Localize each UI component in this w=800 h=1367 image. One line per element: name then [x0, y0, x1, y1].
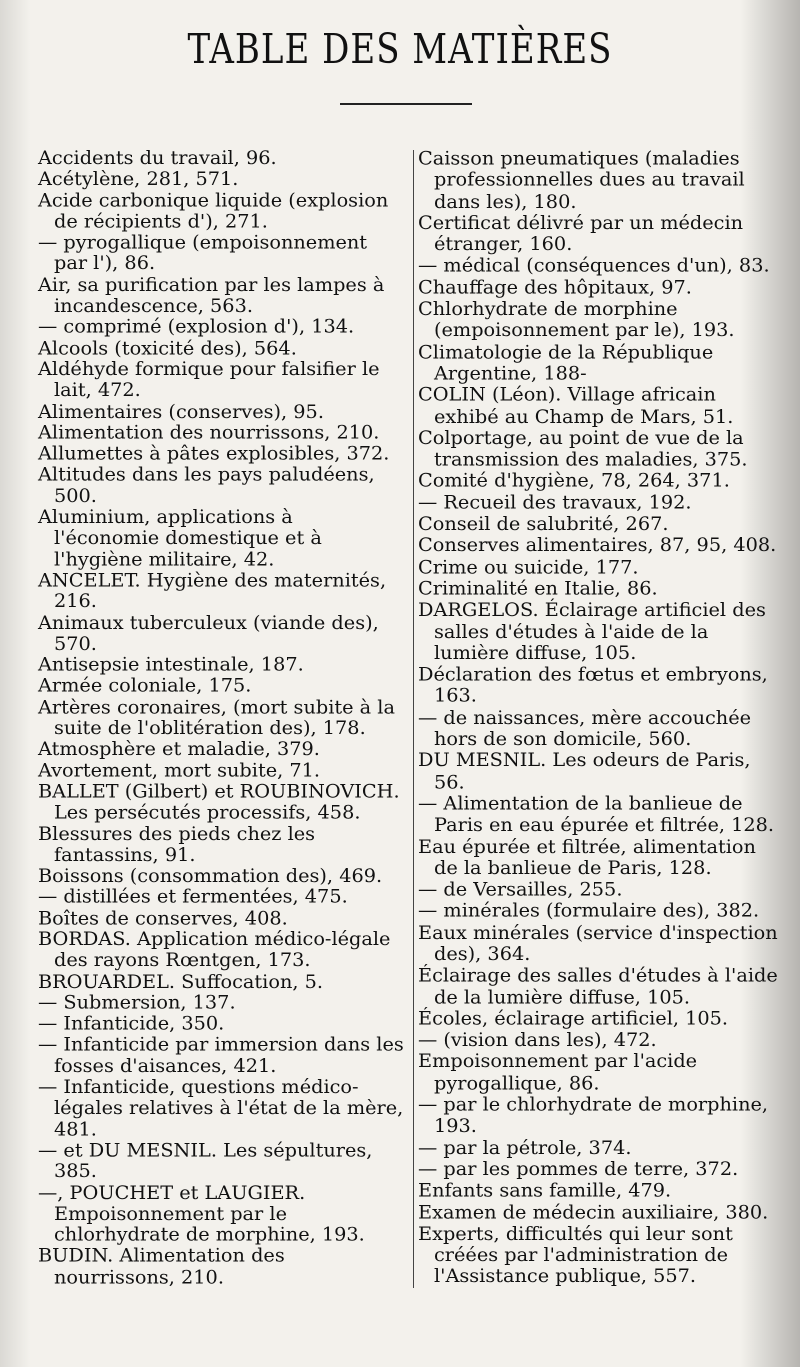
index-entry: Boîtes de conserves, 408. — [38, 907, 288, 929]
index-entry: Altitudes dans les pays paludéens, 500. — [38, 463, 375, 507]
index-entry: — (vision dans les), 472. — [418, 1028, 657, 1051]
index-entry: Alimentation des nourrissons, 210. — [38, 421, 380, 444]
index-entry: Colportage, au point de vue de la transmission des maladies, 375. — [418, 426, 748, 471]
index-entry: Climatologie de la République Argentine, 188- — [418, 340, 714, 385]
index-entry: Accidents du travail, 96. — [38, 147, 277, 169]
index-entry: Enfants sans famille, 479. — [418, 1179, 672, 1202]
page-title: TABLE DES MATIÈRES — [187, 26, 613, 74]
index-entry: — Alimentation de la banlieue de Paris en eau épurée et filtrée, 128. — [418, 792, 775, 836]
index-entry: Éclairage des salles d'études à l'aide de la lumière diffuse, 105. — [418, 964, 778, 1008]
index-entry: —, POUCHET et LAUGIER. Empoisonnement par le chlorhydrate de morphine, 193. — [38, 1181, 365, 1246]
index-entry: BUDIN. Alimentation des nourrissons, 210. — [38, 1244, 285, 1288]
index-entry: Alcools (toxicité des), 564. — [38, 337, 297, 359]
index-entry: — minérales (formulaire des), 382. — [418, 899, 760, 922]
index-entry: DU MESNIL. Les odeurs de Paris, 56. — [418, 749, 751, 793]
index-entry: Blessures des pieds chez les fantassins, 91. — [38, 822, 316, 866]
index-entry: Artères coronaires, (mort subite à la suite de l'oblitération des), 178. — [38, 695, 395, 739]
index-entry: Examen de médecin auxiliaire, 380. — [418, 1200, 769, 1223]
index-entry: Acétylène, 281, 571. — [38, 168, 239, 190]
index-entry: Caisson pneumatiques (maladies professionnelles dues au travail dans les), 180. — [418, 147, 745, 213]
index-entry: Aldéhyde formique pour falsifier le lait, 472. — [38, 358, 380, 402]
index-entry: Boissons (consommation des), 469. — [38, 864, 383, 887]
index-entry: Crime ou suicide, 177. — [418, 555, 639, 578]
index-entry: Acide carbonique liquide (explosion de récipients d'), 271. — [38, 189, 389, 233]
index-entry: Empoisonnement par l'acide pyrogallique, 86. — [418, 1050, 698, 1094]
index-entry: Eau épurée et filtrée, alimentation de la banlieue de Paris, 128. — [418, 835, 756, 879]
index-entry: Chauffage des hôpitaux, 97. — [418, 276, 692, 299]
index-entry: Chlorhydrate de morphine (empoisonnement par le), 193. — [418, 297, 735, 342]
index-entry: BALLET (Gilbert) et ROUBINOVICH. Les persécutés processifs, 458. — [38, 780, 400, 824]
index-entry: — par la pétrole, 374. — [418, 1136, 632, 1159]
index-entry: — pyrogallique (empoisonnement par l'), 86. — [38, 231, 368, 275]
index-entry: COLIN (Léon). Village africain exhibé au Champ de Mars, 51. — [418, 383, 734, 428]
index-entry: — Infanticide par immersion dans les fosses d'aisances, 421. — [38, 1033, 404, 1077]
index-entry: Comité d'hygiène, 78, 264, 371. — [418, 469, 730, 492]
index-entry: Air, sa purification par les lampes à incandescence, 563. — [38, 273, 385, 317]
index-entry: — Infanticide, 350. — [38, 1012, 225, 1035]
index-entry: — de naissances, mère accouchée hors de son domicile, 560. — [418, 706, 752, 750]
index-entry: Allumettes à pâtes explosibles, 372. — [38, 442, 390, 465]
index-entry: Eaux minérales (service d'inspection des), 364. — [418, 921, 778, 965]
left-column — [38, 148, 404, 1288]
index-entry: Atmosphère et maladie, 379. — [38, 738, 320, 760]
index-entry: — médical (conséquences d'un), 83. — [418, 254, 770, 277]
index-entry: Avortement, mort subite, 71. — [38, 759, 321, 782]
index-entry: — Submersion, 137. — [38, 991, 236, 1014]
column-divider — [413, 150, 414, 1288]
index-entry: Aluminium, applications à l'économie domestique et à l'hygiène militaire, 42. — [38, 505, 322, 570]
index-entry: Antisepsie intestinale, 187. — [38, 653, 304, 676]
index-entry: — et DU MESNIL. Les sépultures, 385. — [38, 1139, 373, 1183]
index-entry: Écoles, éclairage artificiel, 105. — [418, 1007, 729, 1030]
index-entry: Conserves alimentaires, 87, 95, 408. — [418, 534, 777, 557]
index-entry: — comprimé (explosion d'), 134. — [38, 315, 355, 338]
index-entry: — distillées et fermentées, 475. — [38, 885, 348, 908]
index-entry: Animaux tuberculeux (viande des), 570. — [38, 611, 379, 655]
index-entry: ANCELET. Hygiène des maternités, 216. — [38, 569, 387, 613]
index-entry: Conseil de salubrité, 267. — [418, 512, 669, 535]
title-rule — [340, 103, 472, 105]
index-entry: Criminalité en Italie, 86. — [418, 577, 658, 600]
index-entry: Alimentaires (conserves), 95. — [38, 400, 324, 423]
index-entry: Déclaration des fœtus et embryons, 163. — [418, 663, 768, 707]
index-entry: — Recueil des travaux, 192. — [418, 491, 692, 514]
index-entry: — par le chlorhydrate de morphine, 193. — [418, 1093, 769, 1137]
right-column — [418, 148, 778, 1288]
index-entry: BORDAS. Application médico-légale des rayons Rœntgen, 173. — [38, 928, 391, 972]
index-entry: DARGELOS. Éclairage artificiel des salles d'études à l'aide de la lumière diffuse, 105. — [418, 598, 766, 664]
index-entry: — de Versailles, 255. — [418, 878, 623, 901]
index-entry: — Infanticide, questions médico-légales relatives à l'état de la mère, 481. — [38, 1075, 404, 1140]
index-entry: Experts, difficultés qui leur sont créées par l'administration de l'Assistance publique, 557. — [418, 1222, 733, 1288]
index-entry: BROUARDEL. Suffocation, 5. — [38, 970, 324, 993]
index-entry: — par les pommes de terre, 372. — [418, 1157, 739, 1180]
index-entry: Armée coloniale, 175. — [38, 674, 252, 697]
index-entry: Certificat délivré par un médecin étranger, 160. — [418, 211, 744, 256]
